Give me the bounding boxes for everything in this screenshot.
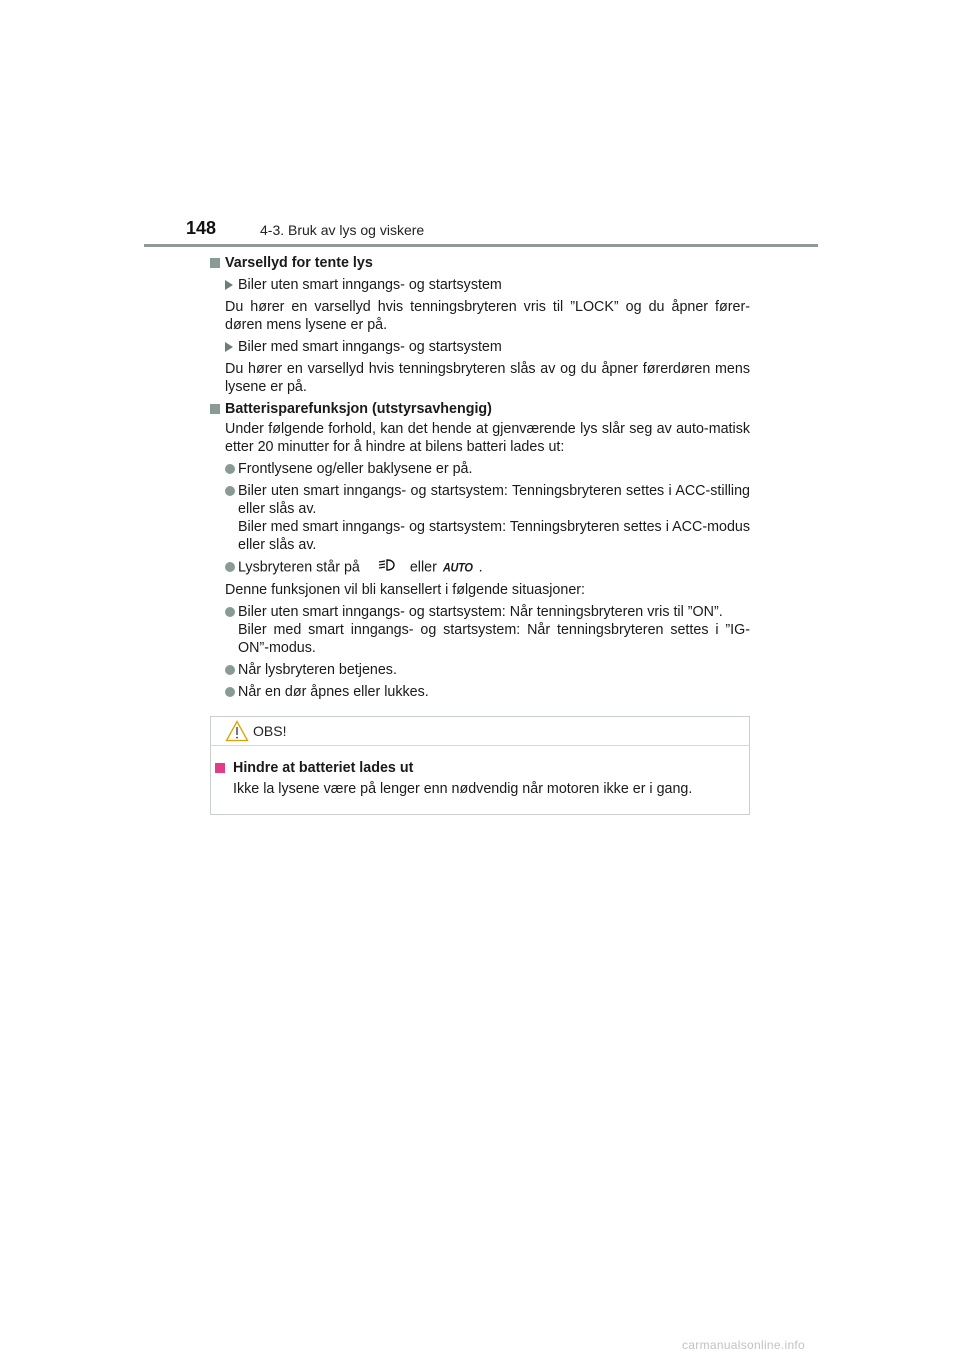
list-item: Frontlysene og/eller baklysene er på. — [210, 460, 750, 478]
list-item: Når en dør åpnes eller lukkes. — [210, 683, 750, 701]
paragraph: Under følgende forhold, kan det hende at gjenværende lys slår seg av auto-matisk etter 20 minutter for å hindre at bilens batteri lades ut: — [225, 421, 750, 455]
page-header — [144, 216, 818, 246]
headlight-icon — [378, 558, 396, 577]
auto-mode-icon: AUTO — [442, 561, 473, 575]
triangle-bullet-icon — [225, 342, 233, 352]
caution-text: Ikke la lysene være på lenger enn nødvendig når motoren ikke er i gang. — [233, 781, 693, 797]
caution-box — [210, 716, 750, 815]
round-bullet-icon — [225, 562, 235, 572]
caution-heading: Hindre at batteriet lades ut — [215, 759, 749, 777]
square-bullet-icon — [215, 763, 225, 773]
list-item: Biler uten smart inngangs- og startsystem: Når tenningsbryteren vris til ”ON”. Biler med smart inngangs- og startsystem: Når tenningsbryteren settes i ”IG-ON”-modus. — [210, 603, 750, 657]
paragraph: Denne funksjonen vil bli kansellert i følgende situasjoner: — [225, 582, 586, 599]
list-item: Når lysbryteren betjenes. — [210, 661, 750, 679]
triangle-bullet-icon — [225, 280, 233, 290]
warning-sound-heading: Varsellyd for tente lys — [210, 254, 750, 272]
sub-heading-without-smart: Biler uten smart inngangs- og startsystem — [210, 276, 750, 294]
battery-saver-heading: Batterisparefunksjon (utstyrsavhengig) — [210, 400, 750, 418]
caution-title: OBS! — [253, 723, 287, 739]
round-bullet-icon — [225, 464, 235, 474]
round-bullet-icon — [225, 665, 235, 675]
warning-triangle-icon — [225, 720, 249, 747]
square-bullet-icon — [210, 258, 220, 268]
list-item: Biler uten smart inngangs- og startsystem: Tenningsbryteren settes i ACC-stilling eller slås av. Biler med smart inngangs- og startsystem: Tenningsbryteren settes i ACC-modus eller slås av. — [210, 482, 750, 554]
round-bullet-icon — [225, 607, 235, 617]
page-number: 148 — [186, 218, 217, 238]
caution-body — [211, 746, 749, 798]
watermark: carmanualsonline.info — [682, 1338, 806, 1352]
header-divider — [144, 244, 818, 247]
caution-header — [211, 717, 749, 746]
main-content — [210, 254, 750, 701]
square-bullet-icon — [210, 404, 220, 414]
round-bullet-icon — [225, 687, 235, 697]
paragraph: Du hører en varsellyd hvis tenningsbryteren slås av og du åpner førerdøren mens lysene er på. — [225, 361, 750, 395]
sub-heading-with-smart: Biler med smart inngangs- og startsystem — [210, 338, 750, 356]
section-title: 4-3. Bruk av lys og viskere — [260, 222, 425, 238]
list-item: Lysbryteren står på eller AUTO . — [210, 558, 750, 577]
round-bullet-icon — [225, 486, 235, 496]
paragraph: Du hører en varsellyd hvis tenningsbryteren vris til ”LOCK” og du åpner fører-døren mens lysene er på. — [225, 299, 750, 333]
